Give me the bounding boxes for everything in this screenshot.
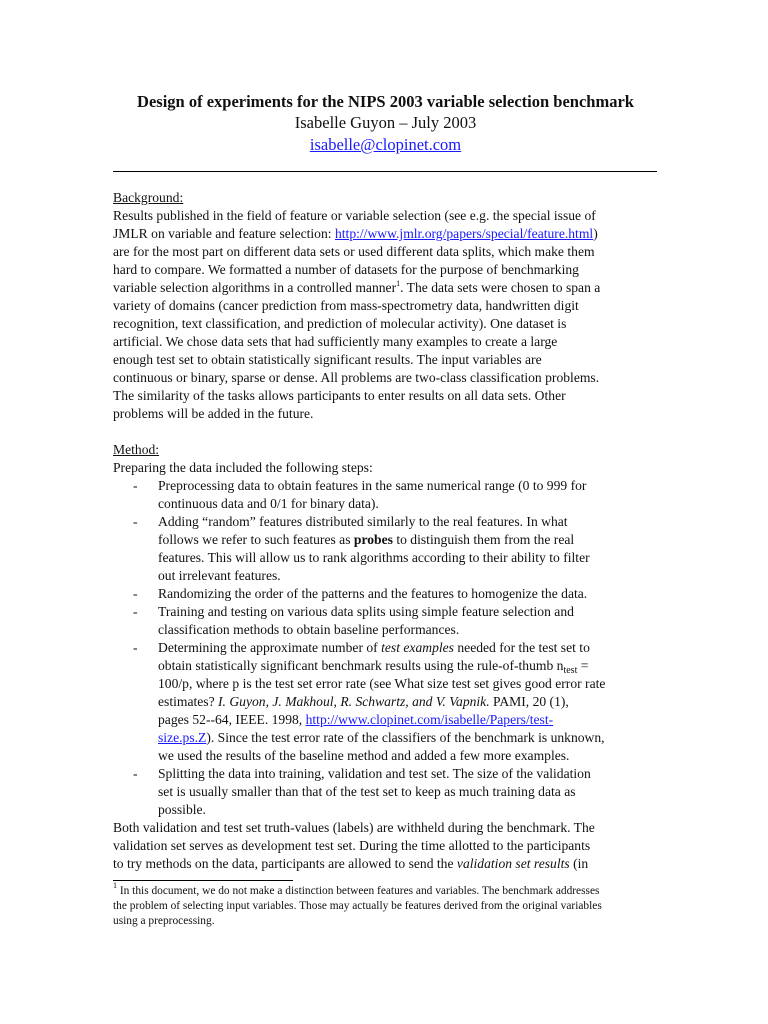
list-item: - Preprocessing data to obtain features in the same numerical range (0 to 999 for continuous data and 0/1 for binary data).	[133, 478, 587, 511]
list-item: - Splitting the data into training, validation and test set. The size of the validation set is usually smaller than that of the test set to keep as much training data as possible.	[133, 766, 591, 817]
background-heading: Background:	[113, 190, 184, 205]
method-heading: Method:	[113, 442, 160, 457]
body-text	[113, 189, 658, 873]
author-email	[113, 135, 658, 155]
list-item: - Adding “random” features distributed similarly to the real features. In what follows we refer to such features as probes to distinguish them from the real features. This will allow us to rank algorithms according to their ability to filter out irrelevant features.	[133, 514, 590, 583]
paragraph-line: hard to compare. We formatted a number of datasets for the purpose of benchmarking	[113, 262, 579, 277]
bullet-dash: -	[133, 640, 138, 655]
list-item: - Determining the approximate number of test examples needed for the test set to obtain statistically significant benchmark results using the rule-of-thumb $n_{test}$ = 100/p, where p is the test set error rate (see What size test set gives good error rate estimates? I. Guyon, J. Makhoul, R. Schwartz, and V. Vapnik. PAMI, 20 (1), pages 52--64, IEEE. 1998, http://www.clopinet.com/isabelle/Papers/test- size.ps.Z). Since the test error rate of the classifiers of the benchmark is unknown, we used the results of the baseline method and added a few more examples.	[133, 640, 606, 763]
test-size-paper-link-cont[interactable]: size.ps.Z	[158, 730, 207, 745]
paragraph-line: to try methods on the data, participants are allowed to send the validation set results (in	[113, 856, 589, 871]
paragraph-line: validation set serves as development test set. During the time allotted to the participants	[113, 838, 591, 853]
bullet-dash: -	[133, 514, 138, 529]
paragraph-line: Results published in the field of feature or variable selection (see e.g. the special issue of	[113, 208, 596, 223]
test-size-paper-link[interactable]: http://www.clopinet.com/isabelle/Papers/test-	[305, 712, 554, 727]
method-intro: Preparing the data included the following steps:	[113, 460, 373, 475]
citation-authors: I. Guyon, J. Makhoul, R. Schwartz, and V. Vapnik.	[218, 694, 490, 709]
paragraph-line: enough test set to obtain statistically significant results. The input variables are	[113, 352, 542, 367]
bullet-dash: -	[133, 478, 138, 493]
list-item: - Randomizing the order of the patterns and the features to homogenize the data.	[133, 586, 588, 601]
footnote-reference[interactable]: 1	[396, 279, 401, 288]
jmlr-link[interactable]: http://www.jmlr.org/papers/special/feature.html	[334, 226, 594, 241]
email-link[interactable]: isabelle@clopinet.com	[309, 135, 462, 154]
bullet-dash: -	[133, 766, 138, 781]
paragraph-line: are for the most part on different data sets or used different data splits, which make them	[113, 244, 595, 259]
paragraph-line: continuous or binary, sparse or dense. All problems are two-class classification problems.	[113, 370, 600, 385]
paragraph-line: problems will be added in the future.	[113, 406, 314, 421]
footnote: $^1$ In this document, we do not make a distinction between features and variables. The benchmark addresses the problem of selecting input variables. Those may actually be features derived from the original variables using a preprocessing.	[113, 881, 602, 927]
bullet-dash: -	[133, 586, 138, 601]
paragraph-line: variable selection algorithms in a controlled manner$^1$. The data sets were chosen to span a	[113, 279, 601, 295]
footnote-divider	[113, 880, 293, 881]
author-line: Isabelle Guyon – July 2003	[294, 113, 477, 132]
header-divider	[113, 171, 657, 172]
list-item: - Training and testing on various data splits using simple feature selection and classification methods to obtain baseline performances.	[133, 604, 574, 637]
paragraph-line: variety of domains (cancer prediction from mass-spectrometry data, handwritten digit	[113, 298, 579, 313]
paragraph-line: The similarity of the tasks allows participants to enter results on all data sets. Other	[113, 388, 566, 403]
probes-term: probes	[353, 532, 393, 547]
paragraph-line: artificial. We chose data sets that had sufficiently many examples to create a large	[113, 334, 558, 349]
document-title: Design of experiments for the NIPS 2003 variable selection benchmark	[137, 92, 634, 111]
paragraph-line: recognition, text classification, and prediction of molecular activity). One dataset is	[113, 316, 567, 331]
paragraph-line: Both validation and test set truth-values (labels) are withheld during the benchmark. The	[113, 820, 595, 835]
bullet-dash: -	[133, 604, 138, 619]
footnote-mark: 1	[113, 881, 117, 890]
paragraph-line: JMLR on variable and feature selection: http://www.jmlr.org/papers/special/feature.html)	[113, 226, 598, 241]
